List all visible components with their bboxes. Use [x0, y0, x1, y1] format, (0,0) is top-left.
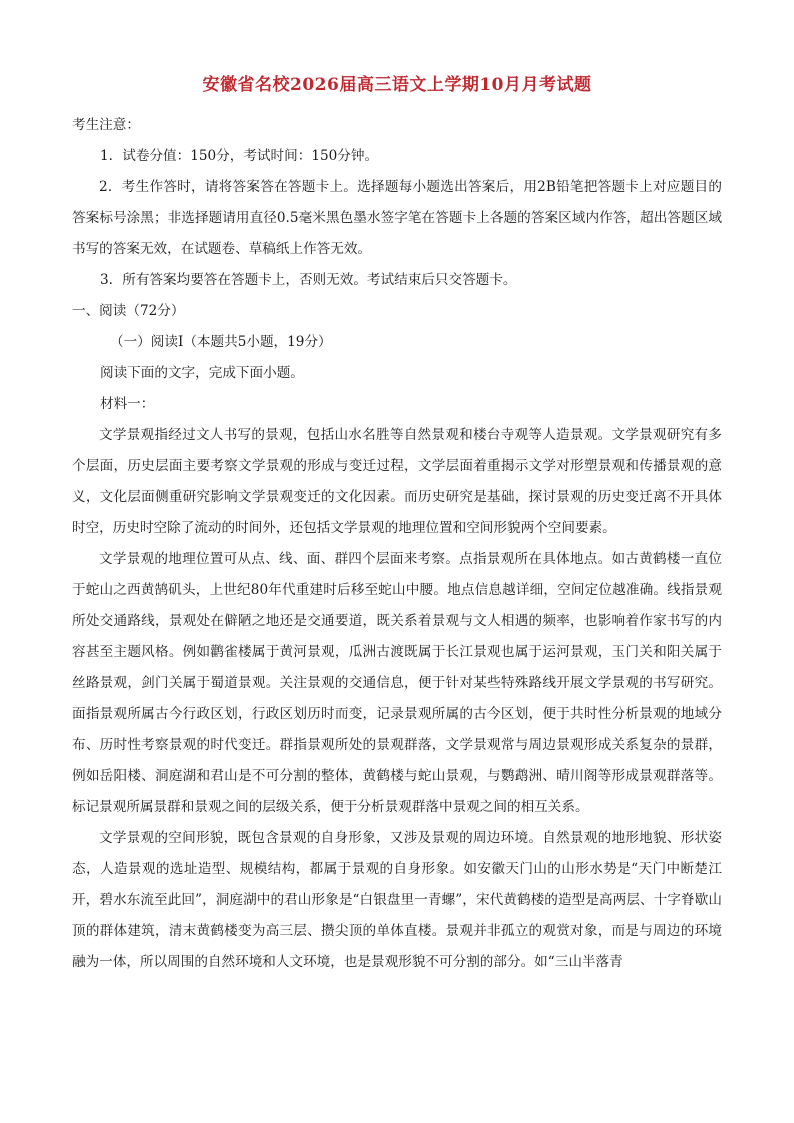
notice-item-3: 3．所有答案均要答在答题卡上，否则无效。考试结束后只交答题卡。 — [100, 272, 517, 288]
material-label: 材料一： — [100, 396, 155, 412]
notice-item-2: 2．考生作答时，请将答案答在答题卡上。选择题每小题选出答案后，用2B铅笔把答题卡上对应题目的答案标号涂黑；非选择题请用直径0.5毫米黑色墨水签字笔在答题卡上各题的答案区域内作答，超出答题区域书写的答案无效，在试题卷、草稿纸上作答无效。 — [72, 179, 722, 257]
section-heading: 一、阅读（72分） — [72, 303, 185, 319]
sub-section-heading: （一）阅读Ⅰ（本题共5小题，19分） — [110, 334, 332, 350]
document-body — [72, 110, 722, 978]
paragraph-1: 文学景观指经过文人书写的景观，包括山水名胜等自然景观和楼台寺观等人造景观。文学景观研究有多个层面，历史层面主要考察文学景观的形成与变迁过程，文学层面着重揭示文学对形塑景观和传播景观的意义，文化层面侧重研究影响文学景观变迁的文化因素。而历史研究是基础，探讨景观的历史变迁离不开具体时空，历史时空除了流动的时间外，还包括文学景观的地理位置和空间形貌两个空间要素。 — [72, 427, 722, 536]
instruction-text: 阅读下面的文字，完成下面小题。 — [100, 365, 304, 381]
paragraph-3: 文学景观的空间形貌，既包含景观的自身形象，又涉及景观的周边环境。自然景观的地形地貌、形状姿态，人造景观的选址造型、规模结构，都属于景观的自身形象。如安徽天门山的山形水势是“天门中断楚江开，碧水东流至此回”，洞庭湖中的君山形象是“白银盘里一青螺”，宋代黄鹤楼的造型是高两层、十字脊歇山顶的群体建筑，清末黄鹤楼变为高三层、攒尖顶的单体直楼。景观并非孤立的观赏对象，而是与周边的环境融为一体，所以周围的自然环境和人文环境，也是景观形貌不可分割的部分。如“三山半落青 — [72, 830, 722, 970]
page-title: 安徽省名校2026届高三语文上学期10月月考试题 — [202, 75, 592, 95]
notice-heading: 考生注意： — [72, 117, 140, 133]
paragraph-2: 文学景观的地理位置可从点、线、面、群四个层面来考察。点指景观所在具体地点。如古黄鹤楼一直位于蛇山之西黄鹄矶头，上世纪80年代重建时后移至蛇山中腰。地点信息越详细，空间定位越准确。线指景观所处交通路线，景观处在僻陋之地还是交通要道，既关系着景观与文人相遇的频率，也影响着作家书写的内容甚至主题风格。例如鹳雀楼属于黄河景观，瓜洲古渡既属于长江景观也属于运河景观，玉门关和阳关属于丝路景观，剑门关属于蜀道景观。关注景观的交通信息，便于针对某些特殊路线开展文学景观的书写研究。面指景观所属古今行政区划，行政区划历时而变，记录景观所属的古今区划，便于共时性分析景观的地域分布、历时性考察景观的时代变迁。群指景观所处的景观群落，文学景观常与周边景观形成关系复杂的景群，例如岳阳楼、洞庭湖和君山是不可分割的整体，黄鹤楼与蛇山景观，与鹦鹉洲、晴川阁等形成景观群落等。标记景观所属景群和景观之间的层级关系，便于分析景观群落中景观之间的相互关系。 — [72, 551, 722, 815]
notice-item-1: 1．试卷分值：150分，考试时间：150分钟。 — [100, 148, 379, 164]
